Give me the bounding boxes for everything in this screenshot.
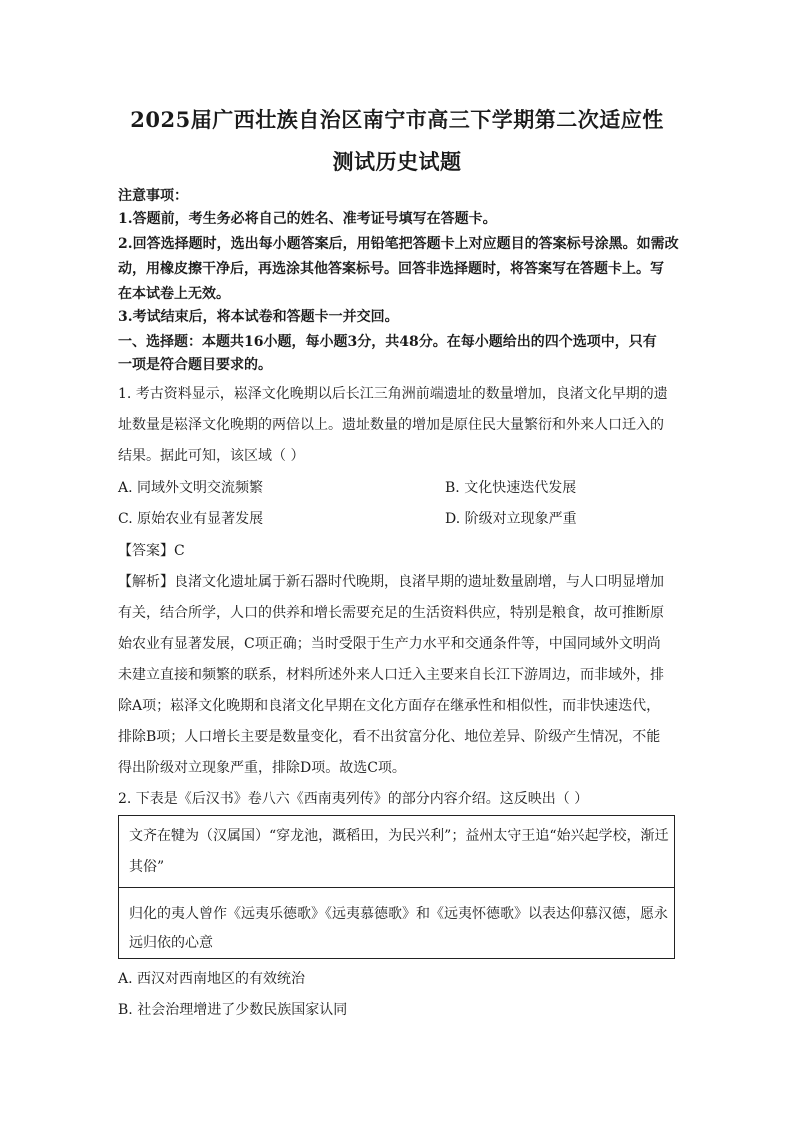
notice-item-2-line3: 在本试卷上无效。 bbox=[118, 286, 230, 302]
q2-material-table bbox=[118, 815, 675, 959]
document-title-line1: 2025届广西壮族自治区南宁市高三下学期第二次适应性 bbox=[130, 107, 664, 132]
q2-table-row-1-line2: 其俗” bbox=[129, 859, 165, 875]
notice-item-3: 3.考试结束后，将本试卷和答题卡一并交回。 bbox=[118, 309, 399, 325]
q2-table-row-1 bbox=[119, 816, 674, 888]
q1-option-a: A. 同域外文明交流频繁 bbox=[118, 480, 264, 496]
q1-analysis-line2: 有关，结合所学，人口的供养和增长需要充足的生活资料供应，特别是粮食，故可推断原 bbox=[118, 605, 664, 621]
section-1-instruction-line1: 一、选择题：本题共16小题，每小题3分，共48分。在每小题给出的四个选项中，只有 bbox=[118, 334, 657, 350]
q1-option-c: C. 原始农业有显著发展 bbox=[118, 511, 264, 527]
notice-item-1: 1.答题前，考生务必将自己的姓名、准考证号填写在答题卡。 bbox=[118, 211, 497, 227]
q1-option-d: D. 阶级对立现象严重 bbox=[445, 511, 577, 527]
q2-table-row-2-line2: 远归依的心意 bbox=[129, 935, 213, 951]
q2-table-row-2 bbox=[119, 888, 674, 959]
q1-stem-line3: 结果。据此可知，该区域（ ） bbox=[118, 448, 305, 464]
q1-option-b: B. 文化快速迭代发展 bbox=[445, 480, 577, 496]
q1-analysis-line7: 得出阶级对立现象严重，排除D项。故选C项。 bbox=[118, 760, 406, 776]
q2-option-b: B. 社会治理增进了少数民族国家认同 bbox=[118, 1002, 348, 1018]
q1-analysis-line5: 除A项；崧泽文化晚期和良渚文化早期在文化方面存在继承性和相似性，而非快速迭代， bbox=[118, 698, 661, 714]
q1-analysis-line3: 始农业有显著发展，C项正确；当时受限于生产力水平和交通条件等，中国同域外文明尚 bbox=[118, 636, 661, 652]
section-1-instruction-line2: 一项是符合题目要求的。 bbox=[118, 357, 272, 373]
q1-stem-line2: 址数量是崧泽文化晚期的两倍以上。遗址数量的增加是原住民大量繁衍和外来人口迁入的 bbox=[118, 417, 664, 433]
q1-stem-line1: 1. 考古资料显示，崧泽文化晚期以后长江三角洲前端遗址的数量增加，良渚文化早期的遗 bbox=[118, 386, 668, 402]
q2-option-a: A. 西汉对西南地区的有效统治 bbox=[118, 971, 306, 987]
q2-table-row-2-line1: 归化的夷人曾作《远夷乐德歌》《远夷慕德歌》和《远夷怀德歌》以表达仰慕汉德，愿永 bbox=[129, 906, 668, 922]
q1-analysis-line1: 【解析】良渚文化遗址属于新石器时代晚期，良渚早期的遗址数量剧增，与人口明显增加 bbox=[118, 574, 664, 590]
q2-table-row-1-line1: 文齐在犍为（汉属国）“穿龙池，溉稻田，为民兴利”；益州太守王追“始兴起学校，渐迁 bbox=[129, 828, 669, 844]
notice-heading: 注意事项： bbox=[118, 188, 188, 204]
q2-stem: 2. 下表是《后汉书》卷八六《西南夷列传》的部分内容介绍。这反映出（ ） bbox=[118, 791, 589, 807]
q1-answer: 【答案】C bbox=[118, 543, 185, 559]
notice-item-2-line2: 动，用橡皮擦干净后，再选涂其他答案标号。回答非选择题时，将答案写在答题卡上。写 bbox=[118, 261, 664, 277]
q1-analysis-line6: 排除B项；人口增长主要是数量变化，看不出贫富分化、地位差异、阶级产生情况，不能 bbox=[118, 729, 661, 745]
document-title-line2: 测试历史试题 bbox=[332, 149, 462, 174]
notice-item-2-line1: 2.回答选择题时，选出每小题答案后，用铅笔把答题卡上对应题目的答案标号涂黑。如需改 bbox=[118, 236, 679, 252]
q1-analysis-line4: 未建立直接和频繁的联系，材料所述外来人口迁入主要来自长江下游周边，而非域外，排 bbox=[118, 667, 664, 683]
